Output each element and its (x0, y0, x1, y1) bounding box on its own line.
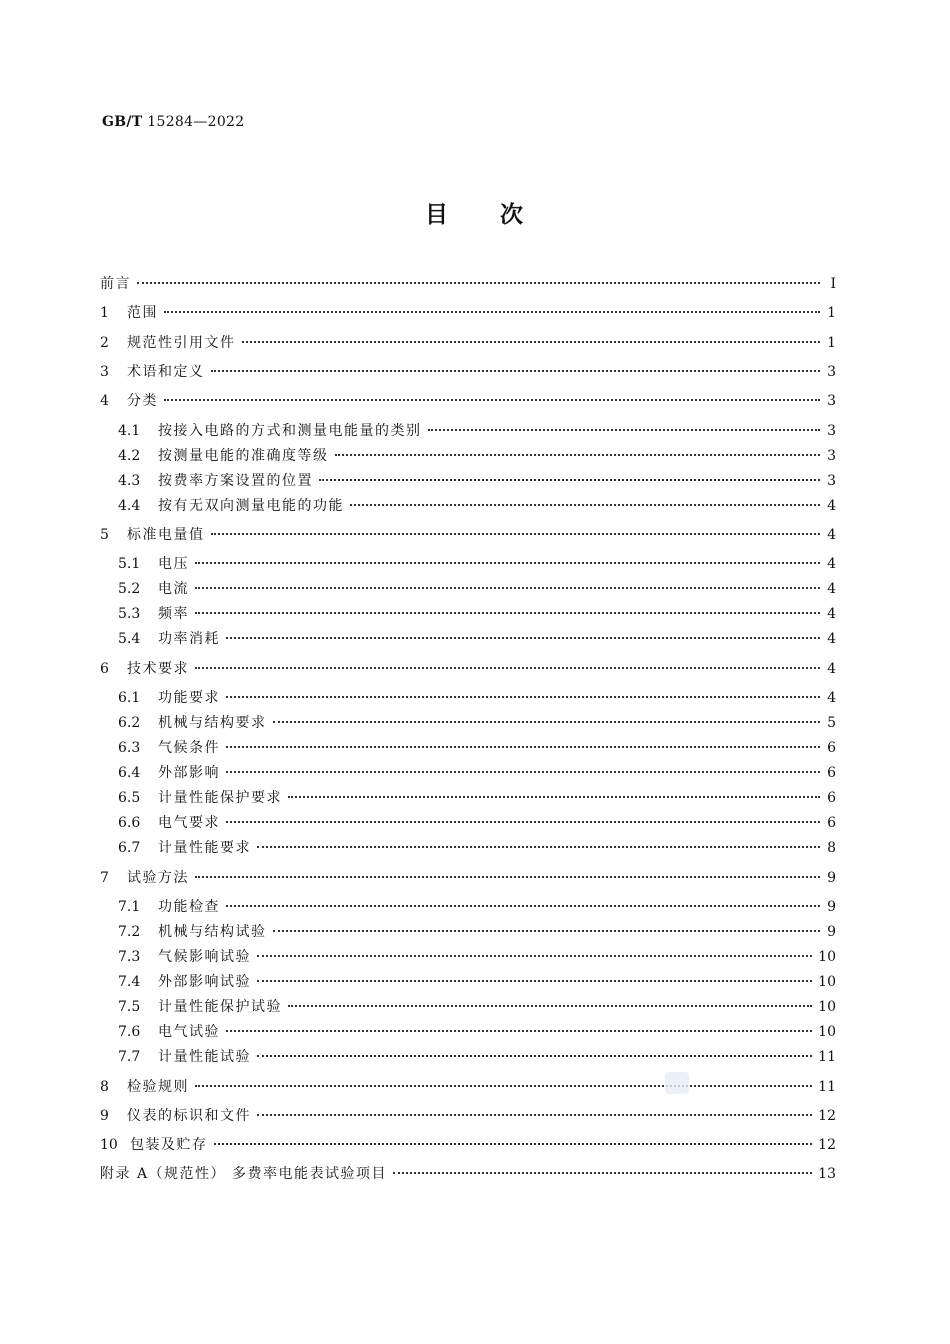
toc-entry[interactable] (100, 446, 836, 466)
toc-entry-page: 1 (827, 305, 836, 321)
toc-entry-page: 4 (827, 581, 836, 597)
toc-entry-number: 4.2 (118, 448, 141, 464)
watermark-logo (665, 1072, 689, 1094)
toc-leader-dots (428, 429, 821, 431)
toc-entry[interactable] (100, 788, 836, 808)
toc-entry[interactable] (100, 421, 836, 441)
toc-entry-label: 技术要求 (127, 661, 189, 677)
toc-entry-number: 5.2 (118, 581, 141, 597)
toc-entry-label: 气候影响试验 (158, 949, 251, 965)
toc-leader-dots (257, 846, 820, 848)
toc-entry-number: 10 (100, 1137, 118, 1153)
toc-entry-page: 10 (818, 949, 836, 965)
toc-entry-number: 6.2 (118, 715, 141, 731)
toc-entry-page: 6 (827, 815, 836, 831)
toc-entry-label: 仪表的标识和文件 (127, 1108, 251, 1124)
toc-entry-number: 4.4 (118, 498, 141, 514)
toc-entry-number: 7.7 (118, 1049, 141, 1065)
toc-entry-page: 4 (827, 631, 836, 647)
toc-entry-number: 9 (100, 1108, 109, 1124)
toc-entry-number: 6.4 (118, 765, 141, 781)
toc-entry-page: 11 (818, 1049, 836, 1065)
toc-entry-number: 6.1 (118, 690, 141, 706)
toc-entry[interactable] (100, 972, 836, 992)
toc-leader-dots (195, 876, 820, 878)
toc-leader-dots (242, 341, 821, 343)
toc-entry-label: 气候条件 (158, 740, 220, 756)
toc-entry-label: 外部影响 (158, 765, 220, 781)
toc-entry-label: 频率 (158, 606, 189, 622)
toc-entry-page: 3 (827, 448, 836, 464)
toc-entry-page: 3 (827, 364, 836, 380)
toc-entry-label: 按费率方案设置的位置 (158, 473, 313, 489)
toc-entry-page: 10 (818, 974, 836, 990)
toc-leader-dots (273, 721, 821, 723)
toc-entry-page: 3 (827, 423, 836, 439)
toc-entry-label: 前言 (100, 276, 131, 292)
toc-entry[interactable] (100, 1077, 836, 1097)
toc-leader-dots (214, 1143, 813, 1145)
toc-entry-number: 3 (100, 364, 109, 380)
toc-entry-label: 按测量电能的准确度等级 (158, 448, 329, 464)
toc-entry-label: 规范性引用文件 (127, 335, 236, 351)
toc-leader-dots (273, 930, 821, 932)
toc-entry-number: 7.6 (118, 1024, 141, 1040)
toc-entry-page: 10 (818, 999, 836, 1015)
toc-entry-page: 12 (818, 1108, 836, 1124)
toc-entry-number: 4.1 (118, 423, 141, 439)
toc-leader-dots (226, 905, 820, 907)
toc-entry-number: 5 (100, 527, 109, 543)
toc-entry-label: 术语和定义 (127, 364, 205, 380)
toc-leader-dots (211, 370, 821, 372)
toc-entry-page: 4 (827, 498, 836, 514)
toc-leader-dots (226, 637, 820, 639)
toc-entry-number: 6 (100, 661, 109, 677)
toc-leader-dots (319, 479, 820, 481)
toc-entry[interactable] (100, 947, 836, 967)
toc-entry-label: 计量性能保护要求 (158, 790, 282, 806)
toc-entry-page: 6 (827, 790, 836, 806)
toc-entry[interactable] (100, 579, 836, 599)
toc-entry-label: 机械与结构要求 (158, 715, 267, 731)
toc-entry-number: 4 (100, 393, 109, 409)
toc-entry-label: 功能要求 (158, 690, 220, 706)
toc-entry-page: 11 (818, 1079, 836, 1095)
toc-entry[interactable] (100, 897, 836, 917)
toc-entry-number: 7.1 (118, 899, 141, 915)
toc-entry-label: 电流 (158, 581, 189, 597)
toc-entry-number: 6.5 (118, 790, 141, 806)
toc-leader-dots (350, 504, 820, 506)
toc-entry[interactable] (100, 1047, 836, 1067)
toc-entry-label: 功率消耗 (158, 631, 220, 647)
toc-leader-dots (257, 1055, 812, 1057)
toc-entry[interactable] (100, 1135, 836, 1155)
toc-leader-dots (226, 1030, 812, 1032)
toc-entry-label: 按接入电路的方式和测量电能量的类别 (158, 423, 422, 439)
toc-entry-number: 6.3 (118, 740, 141, 756)
toc-entry[interactable] (100, 496, 836, 516)
toc-leader-dots (393, 1172, 812, 1174)
toc-leader-dots (288, 796, 820, 798)
toc-entry-page: 4 (827, 690, 836, 706)
toc-entry-label: 电气要求 (158, 815, 220, 831)
toc-entry[interactable] (100, 471, 836, 491)
toc-entry-page: 9 (827, 924, 836, 940)
toc-entry[interactable] (100, 303, 836, 323)
toc-entry[interactable] (100, 1022, 836, 1042)
toc-entry-label: 计量性能试验 (158, 1049, 251, 1065)
toc-leader-dots (211, 533, 821, 535)
toc-entry[interactable] (100, 604, 836, 624)
toc-entry-page: 9 (827, 899, 836, 915)
toc-entry-page: 3 (827, 473, 836, 489)
toc-leader-dots (164, 311, 820, 313)
toc-entry[interactable] (100, 274, 836, 294)
toc-leader-dots (335, 454, 821, 456)
toc-leader-dots (257, 955, 812, 957)
toc-entry-number: 5.3 (118, 606, 141, 622)
toc-leader-dots (226, 746, 820, 748)
toc-entry-number: 7.3 (118, 949, 141, 965)
toc-entry[interactable] (100, 688, 836, 708)
toc-entry-number: 7 (100, 870, 109, 886)
toc-entry[interactable] (100, 659, 836, 679)
toc-entry-number: 7.4 (118, 974, 141, 990)
toc-entry[interactable] (100, 391, 836, 411)
toc-entry-number: 4.3 (118, 473, 141, 489)
toc-entry-number: 7.2 (118, 924, 141, 940)
toc-entry[interactable] (100, 362, 836, 382)
toc-entry-label: 分类 (127, 393, 158, 409)
toc-entry-number: 5.1 (118, 556, 141, 572)
toc-entry[interactable] (100, 525, 836, 545)
page-title: 目 次 (424, 202, 525, 228)
toc-entry-page: 1 (827, 335, 836, 351)
toc-leader-dots (195, 1085, 812, 1087)
toc-entry-number: 8 (100, 1079, 109, 1095)
toc-leader-dots (195, 667, 820, 669)
toc-leader-dots (195, 562, 820, 564)
toc-entry-page: 12 (818, 1137, 836, 1153)
toc-entry-number: 5.4 (118, 631, 141, 647)
toc-leader-dots (195, 587, 820, 589)
toc-leader-dots (257, 980, 812, 982)
toc-entry[interactable] (100, 997, 836, 1017)
toc-entry[interactable] (100, 813, 836, 833)
toc-entry[interactable] (100, 1164, 836, 1184)
toc-entry[interactable] (100, 554, 836, 574)
toc-entry-number: 1 (100, 305, 109, 321)
toc-entry-label: 功能检查 (158, 899, 220, 915)
standard-number: 15284—2022 (147, 114, 245, 130)
toc-entry-number: 6.7 (118, 840, 141, 856)
toc-entry-page: 8 (827, 840, 836, 856)
toc-entry-label: 电压 (158, 556, 189, 572)
standard-code (102, 114, 244, 130)
toc-entry-label: 包装及贮存 (130, 1137, 208, 1153)
toc-entry-page: 4 (827, 661, 836, 677)
toc-entry-label: 检验规则 (127, 1079, 189, 1095)
toc-entry[interactable] (100, 1106, 836, 1126)
toc-entry-number: 7.5 (118, 999, 141, 1015)
toc-entry-number: 6.6 (118, 815, 141, 831)
toc-entry-label: 外部影响试验 (158, 974, 251, 990)
toc-entry-page: 5 (827, 715, 836, 731)
toc-entry-label: 计量性能要求 (158, 840, 251, 856)
toc-entry[interactable] (100, 738, 836, 758)
toc-leader-dots (288, 1005, 812, 1007)
toc-entry-page: 6 (827, 765, 836, 781)
toc-entry[interactable] (100, 713, 836, 733)
toc-entry-page: 4 (827, 527, 836, 543)
toc-entry-page: 4 (827, 606, 836, 622)
toc-entry-label: 计量性能保护试验 (158, 999, 282, 1015)
toc-leader-dots (137, 282, 820, 284)
toc-entry-label: 范围 (127, 305, 158, 321)
toc-entry-page: 3 (827, 393, 836, 409)
toc-entry-label: 试验方法 (127, 870, 189, 886)
toc-entry[interactable] (100, 763, 836, 783)
standard-prefix: GB/T (102, 114, 143, 130)
toc-entry-page: 13 (818, 1166, 836, 1182)
toc-entry-label: 电气试验 (158, 1024, 220, 1040)
toc-entry[interactable] (100, 922, 836, 942)
toc-leader-dots (257, 1114, 812, 1116)
toc-entry[interactable] (100, 629, 836, 649)
toc-entry-label: 按有无双向测量电能的功能 (158, 498, 344, 514)
toc-leader-dots (164, 399, 820, 401)
toc-entry-page: Ⅰ (830, 276, 836, 292)
toc-entry-page: 6 (827, 740, 836, 756)
toc-entry[interactable] (100, 868, 836, 888)
toc-leader-dots (226, 771, 820, 773)
toc-entry-label: 机械与结构试验 (158, 924, 267, 940)
toc-entry[interactable] (100, 333, 836, 353)
toc-entry-page: 9 (827, 870, 836, 886)
toc-entry-label: 附录 A（规范性） 多费率电能表试验项目 (100, 1166, 388, 1182)
toc-leader-dots (195, 612, 820, 614)
toc-entry[interactable] (100, 838, 836, 858)
toc-entry-page: 10 (818, 1024, 836, 1040)
toc-entry-number: 2 (100, 335, 109, 351)
toc-leader-dots (226, 821, 820, 823)
toc-entry-label: 标准电量值 (127, 527, 205, 543)
toc-leader-dots (226, 696, 820, 698)
toc-entry-page: 4 (827, 556, 836, 572)
